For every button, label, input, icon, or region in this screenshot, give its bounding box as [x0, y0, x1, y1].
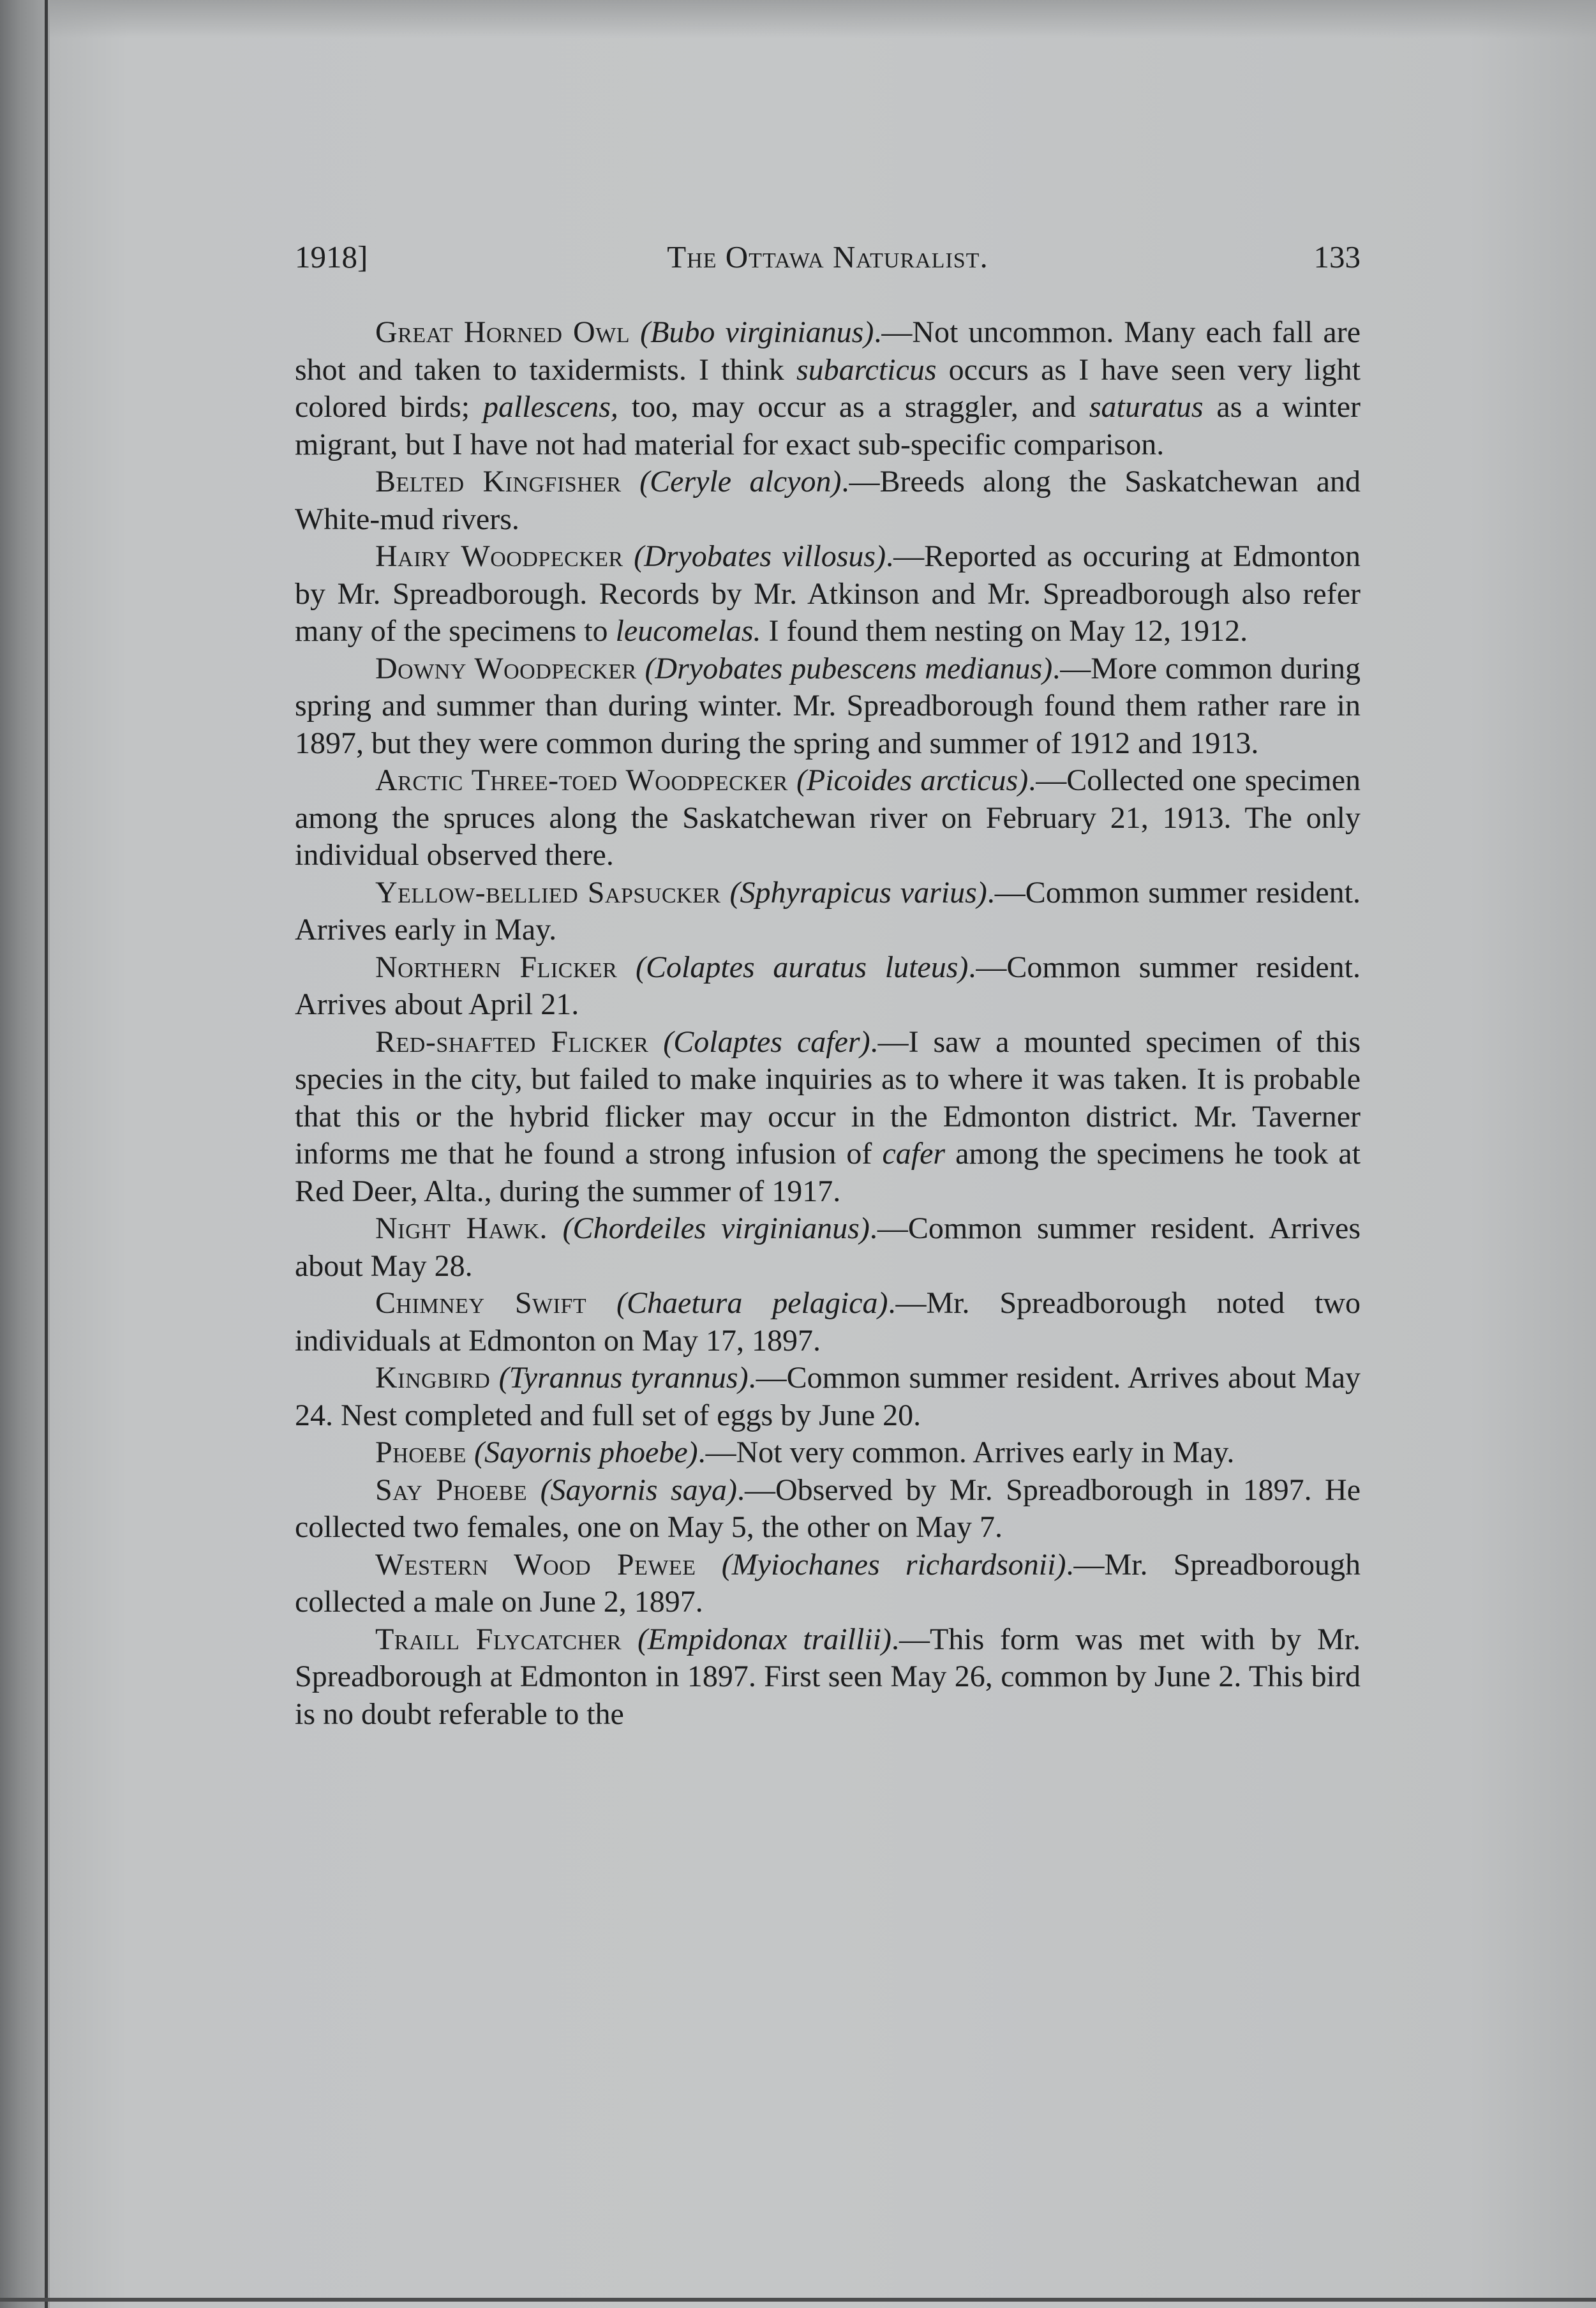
entry-text: .—Common summer resident. Arrives about May 28.	[295, 1211, 1361, 1283]
entry-text: too, may occur as a straggler, and	[618, 390, 1089, 424]
species-name: Red-shafted Flicker	[375, 1024, 649, 1059]
species-name: Arctic Three-toed Woodpecker	[375, 763, 788, 797]
entry-northern-flicker	[295, 949, 1361, 1024]
page-number: 133	[1313, 239, 1361, 274]
entry-text: occurs as I have seen very light colored birds;	[295, 352, 1361, 424]
scientific-name: (Colaptes auratus luteus)	[636, 950, 969, 984]
binding-shadow	[0, 0, 50, 2308]
species-name: Western Wood Pewee	[375, 1547, 696, 1582]
entry-hairy-woodpecker	[295, 538, 1361, 650]
entry-great-horned-owl	[295, 314, 1361, 463]
entry-text: .—Mr. Spreadborough collected a male on June 2, 1897.	[295, 1547, 1361, 1619]
species-name: Say Phoebe	[375, 1472, 528, 1507]
bottom-border-line	[0, 2298, 1596, 2302]
scientific-name: (Sayornis saya)	[540, 1472, 737, 1507]
species-name: Chimney Swift	[375, 1286, 587, 1320]
species-name: Downy Woodpecker	[375, 651, 637, 686]
species-name: Traill Flycatcher	[375, 1622, 622, 1656]
scientific-name: (Ceryle alcyon)	[639, 465, 842, 498]
entry-belted-kingfisher	[295, 463, 1361, 538]
scientific-name: (Sphyrapicus varius)	[729, 875, 987, 910]
entry-kingbird	[295, 1360, 1361, 1434]
species-name: Kingbird	[375, 1361, 491, 1395]
entry-phoebe	[295, 1434, 1361, 1472]
scientific-name: (Tyrannus tyrannus)	[498, 1361, 749, 1395]
entry-western-wood-pewee	[295, 1547, 1361, 1621]
article-body	[295, 314, 1361, 1733]
species-name: Yellow-bellied Sapsucker	[375, 875, 721, 910]
species-name: Belted Kingfisher	[375, 465, 622, 498]
left-border-line	[45, 0, 48, 2308]
entry-chimney-swift	[295, 1285, 1361, 1360]
entry-text: .—This form was met with by Mr. Spreadborough at Edmonton in 1897. First seen May 26, common by June 2. This bird is no doubt referable to the	[295, 1622, 1361, 1731]
entry-text: .—Common summer resident. Arrives about May 24. Nest completed and full set of eggs by June 20.	[295, 1361, 1361, 1432]
scientific-name: (Empidonax traillii)	[637, 1622, 891, 1656]
entry-text: .—Observed by Mr. Spreadborough in 1897. He collected two females, one on May 5, the other on May 7.	[295, 1472, 1361, 1544]
top-shadow	[50, 0, 1596, 38]
entry-text: .—I saw a mounted specimen of this species in the city, but failed to make inquiries as to where it was taken. It is probable that this or the hybrid flicker may occur in the Edmonton district. Mr. Taverner informs me that he found a strong infusion of	[295, 1024, 1361, 1171]
header-year: 1918]	[295, 239, 368, 274]
scientific-name: (Colaptes cafer)	[663, 1024, 870, 1059]
italic-term: cafer	[882, 1137, 946, 1171]
entry-text: .—Not very common. Arrives early in May.	[697, 1435, 1235, 1469]
species-name: Hairy Woodpecker	[375, 539, 623, 573]
page-content	[295, 230, 1361, 1733]
entry-red-shafted-flicker	[295, 1024, 1361, 1211]
scientific-name: (Dryobates pubescens medianus)	[645, 651, 1053, 686]
entry-text: .—Breeds along the Saskatchewan and White-mud rivers.	[295, 465, 1361, 536]
entry-downy-woodpecker	[295, 650, 1361, 763]
entry-say-phoebe	[295, 1472, 1361, 1547]
species-name: Northern Flicker	[375, 950, 618, 984]
species-name: Great Horned Owl	[375, 315, 630, 349]
entry-arctic-three-toed-woodpecker	[295, 762, 1361, 874]
italic-term: pallescens,	[482, 390, 618, 424]
italic-term: subarcticus	[796, 352, 937, 387]
entry-text: .—More common during spring and summer than during winter. Mr. Spreadborough found them rather rare in 1897, but they were common during the spring and summer of 1912 and 1913.	[295, 651, 1361, 760]
scientific-name: (Dryobates villosus)	[634, 539, 886, 573]
entry-text: .—Common summer resident. Arrives about April 21.	[295, 950, 1361, 1021]
species-name: Phoebe	[375, 1435, 467, 1469]
entry-text: .—Common summer resident. Arrives early in May.	[295, 875, 1361, 947]
scientific-name: (Myiochanes richardsonii)	[721, 1547, 1066, 1582]
scientific-name: (Picoides arcticus)	[796, 763, 1029, 797]
entry-night-hawk	[295, 1210, 1361, 1285]
entry-text: .—Collected one specimen among the spruces along the Saskatchewan river on February 21, 1913. The only individual observed there.	[295, 763, 1361, 872]
species-name: Night Hawk.	[375, 1211, 548, 1245]
entry-text: .—Mr. Spreadborough noted two individuals at Edmonton on May 17, 1897.	[295, 1286, 1361, 1358]
scientific-name: (Chaetura pelagica)	[616, 1286, 888, 1320]
scientific-name: (Chordeiles virginianus)	[562, 1211, 870, 1245]
entry-text: .—Reported as occuring at Edmonton by Mr. Spreadborough. Records by Mr. Atkinson and Mr. Spreadborough also refer many of the specimens to	[295, 539, 1361, 648]
italic-term: saturatus	[1089, 390, 1204, 424]
entry-text: .—Not uncommon. Many each fall are shot and taken to taxidermists. I think	[295, 315, 1361, 387]
entry-text: among the specimens he took at Red Deer, Alta., during the summer of 1917.	[295, 1137, 1361, 1208]
entry-traill-flycatcher	[295, 1621, 1361, 1734]
italic-term: leucomelas.	[615, 614, 761, 648]
entry-yellow-bellied-sapsucker	[295, 874, 1361, 949]
scientific-name: (Sayornis phoebe)	[474, 1435, 698, 1469]
entry-text: as a winter migrant, but I have not had material for exact sub-specific comparison.	[295, 390, 1361, 461]
entry-text: I found them nesting on May 12, 1912.	[761, 614, 1248, 648]
running-head	[295, 230, 1361, 281]
scientific-name: (Bubo virginianus)	[640, 315, 874, 349]
journal-title: The Ottawa Naturalist.	[667, 239, 988, 274]
